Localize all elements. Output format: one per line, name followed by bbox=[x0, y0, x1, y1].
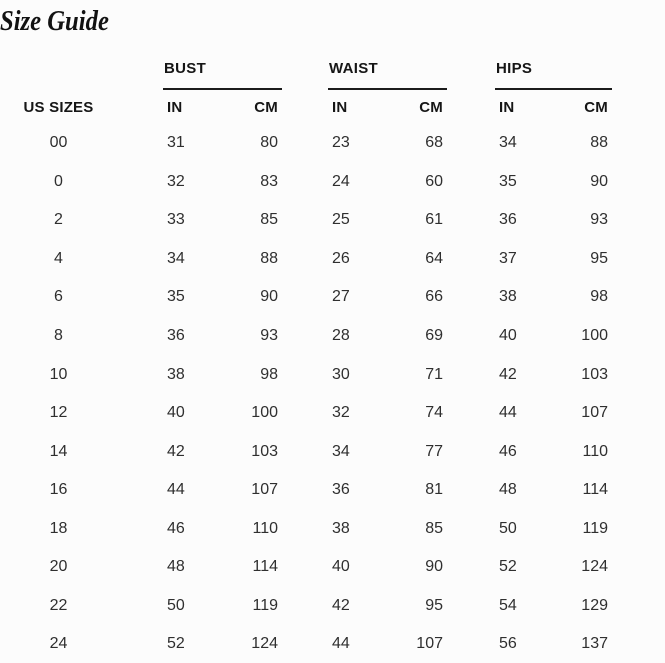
waist-cm-cell: 95 bbox=[425, 596, 443, 614]
waist-in-cell: 32 bbox=[332, 404, 350, 422]
waist-in-cell: 38 bbox=[332, 519, 350, 537]
bust-in-cell: 46 bbox=[167, 519, 185, 537]
bust-cm-cell: 114 bbox=[252, 558, 278, 576]
hips-in-cell: 35 bbox=[499, 172, 517, 190]
waist-cm-header: CM bbox=[419, 99, 443, 116]
waist-in-cell: 40 bbox=[332, 558, 350, 576]
table-row bbox=[0, 124, 665, 163]
waist-cm-cell: 81 bbox=[425, 481, 443, 499]
hips-cm-cell: 110 bbox=[582, 442, 608, 460]
bust-cm-cell: 88 bbox=[260, 249, 278, 267]
table-row bbox=[0, 625, 665, 663]
waist-cm-cell: 69 bbox=[425, 327, 443, 344]
bust-in-cell: 42 bbox=[167, 442, 185, 460]
us-size-cell: 2 bbox=[54, 211, 63, 229]
hips-cm-cell: 100 bbox=[581, 327, 608, 344]
waist-in-cell: 25 bbox=[332, 211, 350, 229]
table-row bbox=[0, 548, 665, 587]
table-body bbox=[0, 124, 665, 663]
waist-cm-cell: 64 bbox=[425, 249, 443, 267]
hips-in-cell: 34 bbox=[499, 134, 517, 152]
us-size-cell: 14 bbox=[49, 442, 68, 460]
bust-cm-cell: 83 bbox=[260, 172, 278, 190]
hips-cm-cell: 103 bbox=[581, 365, 608, 383]
hips-cm-cell: 90 bbox=[590, 172, 608, 190]
table-row bbox=[0, 509, 665, 548]
bust-in-cell: 40 bbox=[167, 404, 185, 422]
us-size-cell: 24 bbox=[49, 635, 68, 653]
column-group-hips: HIPS bbox=[495, 60, 612, 90]
bust-in-cell: 35 bbox=[167, 288, 185, 306]
table-row bbox=[0, 471, 665, 510]
hips-in-cell: 46 bbox=[499, 442, 517, 460]
hips-in-cell: 42 bbox=[499, 365, 517, 383]
us-size-cell: 12 bbox=[49, 404, 68, 422]
us-size-cell: 8 bbox=[54, 327, 63, 344]
hips-cm-cell: 129 bbox=[581, 596, 608, 614]
waist-in-cell: 36 bbox=[332, 481, 350, 499]
bust-cm-cell: 100 bbox=[251, 404, 278, 422]
bust-in-cell: 34 bbox=[167, 249, 185, 267]
bust-cm-cell: 93 bbox=[260, 327, 278, 344]
hips-cm-cell: 88 bbox=[590, 134, 608, 152]
waist-in-cell: 24 bbox=[332, 172, 350, 190]
hips-in-cell: 36 bbox=[499, 211, 517, 229]
waist-in-cell: 30 bbox=[332, 365, 350, 383]
waist-cm-cell: 66 bbox=[425, 288, 443, 306]
us-size-cell: 20 bbox=[49, 558, 68, 576]
bust-in-cell: 52 bbox=[167, 635, 185, 653]
table-subheader-row bbox=[0, 99, 665, 117]
waist-cm-cell: 77 bbox=[425, 442, 443, 460]
page-title: Size Guide bbox=[0, 5, 109, 37]
waist-cm-cell: 85 bbox=[425, 519, 443, 537]
bust-cm-cell: 103 bbox=[251, 442, 278, 460]
table-group-header-row bbox=[0, 60, 665, 90]
hips-cm-cell: 114 bbox=[582, 481, 608, 499]
bust-in-cell: 33 bbox=[167, 211, 185, 229]
hips-in-cell: 48 bbox=[499, 481, 517, 499]
bust-cm-cell: 119 bbox=[252, 596, 278, 614]
us-sizes-header: US SIZES bbox=[23, 99, 94, 116]
waist-in-cell: 23 bbox=[332, 134, 350, 152]
table-row bbox=[0, 587, 665, 626]
waist-cm-cell: 107 bbox=[416, 635, 443, 653]
hips-in-cell: 37 bbox=[499, 249, 517, 267]
waist-cm-cell: 90 bbox=[425, 558, 443, 576]
table-row bbox=[0, 317, 665, 356]
table-row bbox=[0, 163, 665, 202]
hips-cm-header: CM bbox=[584, 99, 608, 116]
hips-cm-cell: 95 bbox=[590, 249, 608, 267]
column-group-bust: BUST bbox=[163, 60, 282, 90]
waist-in-cell: 26 bbox=[332, 249, 350, 267]
us-size-cell: 16 bbox=[49, 481, 68, 499]
waist-cm-cell: 60 bbox=[425, 172, 443, 190]
bust-in-cell: 38 bbox=[167, 365, 185, 383]
bust-in-cell: 31 bbox=[167, 134, 185, 152]
hips-in-cell: 44 bbox=[499, 404, 517, 422]
waist-cm-cell: 71 bbox=[425, 365, 443, 383]
bust-cm-header: CM bbox=[254, 99, 278, 116]
bust-cm-cell: 90 bbox=[260, 288, 278, 306]
waist-in-cell: 44 bbox=[332, 635, 350, 653]
hips-in-cell: 54 bbox=[499, 596, 517, 614]
waist-in-cell: 27 bbox=[332, 288, 350, 306]
hips-cm-cell: 137 bbox=[581, 635, 608, 653]
bust-in-header: IN bbox=[167, 99, 183, 116]
table-row bbox=[0, 355, 665, 394]
table-row bbox=[0, 240, 665, 279]
us-size-cell: 4 bbox=[54, 249, 63, 267]
bust-cm-cell: 80 bbox=[260, 134, 278, 152]
bust-in-cell: 44 bbox=[167, 481, 185, 499]
hips-cm-cell: 107 bbox=[581, 404, 608, 422]
hips-cm-cell: 98 bbox=[590, 288, 608, 306]
bust-in-cell: 50 bbox=[167, 596, 185, 614]
us-size-cell: 6 bbox=[54, 288, 63, 306]
hips-cm-cell: 93 bbox=[590, 211, 608, 229]
us-size-cell: 10 bbox=[49, 365, 68, 383]
bust-cm-cell: 110 bbox=[252, 519, 278, 537]
table-row bbox=[0, 201, 665, 240]
hips-in-cell: 40 bbox=[499, 327, 517, 344]
us-size-cell: 22 bbox=[49, 596, 68, 614]
bust-cm-cell: 124 bbox=[251, 635, 278, 653]
waist-cm-cell: 68 bbox=[425, 134, 443, 152]
table-row bbox=[0, 278, 665, 317]
waist-in-cell: 42 bbox=[332, 596, 350, 614]
waist-cm-cell: 61 bbox=[425, 211, 443, 229]
waist-in-header: IN bbox=[332, 99, 348, 116]
hips-in-cell: 50 bbox=[499, 519, 517, 537]
hips-in-cell: 38 bbox=[499, 288, 517, 306]
waist-cm-cell: 74 bbox=[425, 404, 443, 422]
hips-cm-cell: 119 bbox=[582, 519, 608, 537]
waist-in-cell: 34 bbox=[332, 442, 350, 460]
hips-cm-cell: 124 bbox=[581, 558, 608, 576]
us-size-cell: 00 bbox=[49, 134, 68, 152]
column-group-waist: WAIST bbox=[328, 60, 447, 90]
table-row bbox=[0, 432, 665, 471]
hips-in-cell: 52 bbox=[499, 558, 517, 576]
hips-in-header: IN bbox=[499, 99, 515, 116]
bust-in-cell: 36 bbox=[167, 327, 185, 344]
table-row bbox=[0, 394, 665, 433]
us-size-cell: 0 bbox=[54, 172, 63, 190]
us-size-cell: 18 bbox=[49, 519, 68, 537]
waist-in-cell: 28 bbox=[332, 327, 350, 344]
bust-cm-cell: 107 bbox=[251, 481, 278, 499]
bust-in-cell: 48 bbox=[167, 558, 185, 576]
bust-cm-cell: 98 bbox=[260, 365, 278, 383]
bust-in-cell: 32 bbox=[167, 172, 185, 190]
hips-in-cell: 56 bbox=[499, 635, 517, 653]
bust-cm-cell: 85 bbox=[260, 211, 278, 229]
